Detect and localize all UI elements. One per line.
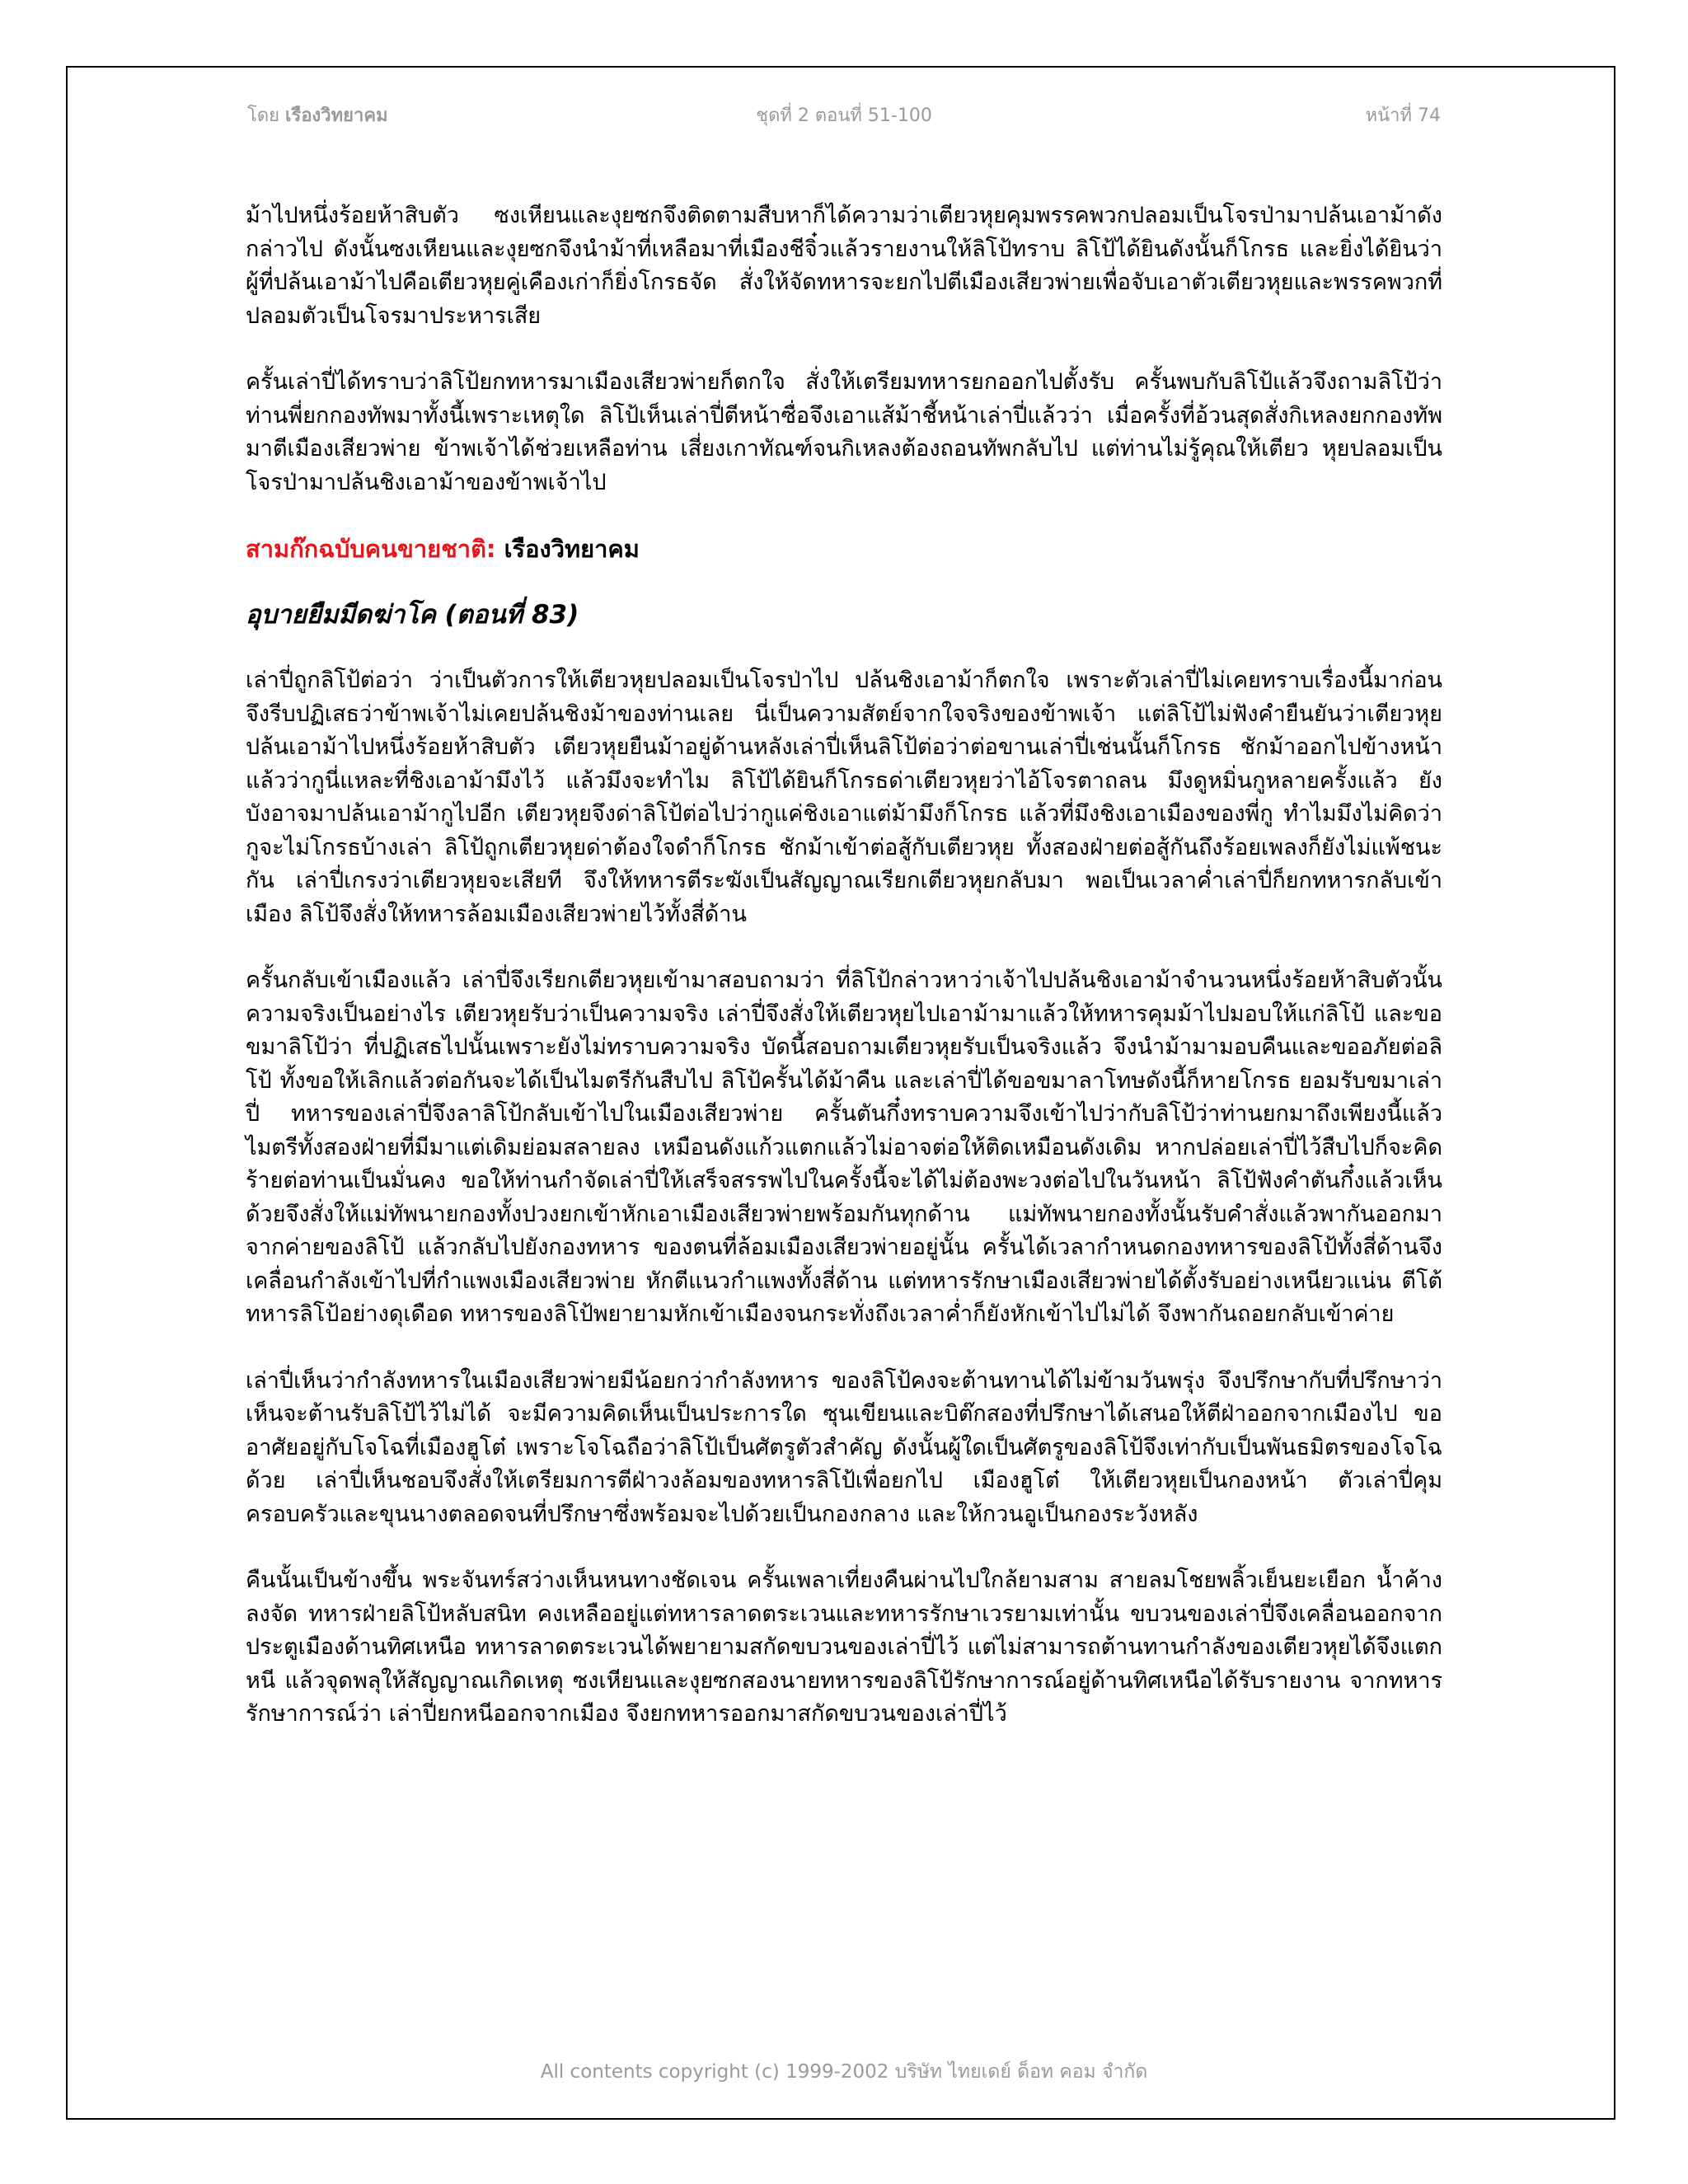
author-name: เรืองวิทยาคม [285,105,388,126]
article-body [246,199,1442,1765]
paragraph: คืนนั้นเป็นข้างขึ้น พระจันทร์สว่างเห็นหนทางชัดเจน ครั้นเพลาเที่ยงคืนผ่านไปใกล้ยามสาม สายลมโชยพลิ้วเย็นยะเยือก น้ำค้างลงจัด ทหารฝ่ายลิโป้หลับสนิท คงเหลืออยู่แต่ทหารลาดตระเวนและทหารรักษาเวรยามเท่านั้น ขบวนของเล่าปี่จึงเคลื่อนออกจากประตูเมืองด้านทิศเหนือ ทหารลาดตระเวนได้พยายามสกัดขบวนของเล่าปี่ไว้ แต่ไม่สามารถต้านทานกำลังของเตียวหุยได้จึงแตกหนี แล้วจุดพลุให้สัญญาณเกิดเหตุ ซงเหียนและงุยซกสองนายทหารของลิโป้รักษาการณ์อยู่ด้านทิศเหนือได้รับรายงาน จากทหารรักษาการณ์ว่า เล่าปี่ยกหนีออกจากเมือง จึงยกทหารออกมาสกัดขบวนของเล่าปี่ไว้ [246,1568,1442,1727]
paragraph: เล่าปี่ถูกลิโป้ต่อว่า ว่าเป็นตัวการให้เตียวหุยปลอมเป็นโจรป่าไป ปล้นชิงเอาม้าก็ตกใจ เพราะตัวเล่าปี่ไม่เคยทราบเรื่องนี้มาก่อน จึงรีบปฏิเสธว่าข้าพเจ้าไม่เคยปล้นชิงม้าของท่านเลย นี่เป็นความสัตย์จากใจจริงของข้าพเจ้า แต่ลิโป้ไม่ฟังคำยืนยันว่าเตียวหุยปล้นเอาม้าไปหนึ่งร้อยห้าสิบตัว เตียวหุยยืนม้าอยู่ด้านหลังเล่าปี่เห็นลิโป้ต่อว่าต่อขานเล่าปี่เช่นนั้นก็โกรธ ชักม้าออกไปข้างหน้าแล้วว่ากูนี่แหละที่ชิงเอาม้ามึงไว้ แล้วมึงจะทำไม ลิโป้ได้ยินก็โกรธด่าเตียวหุยว่าไอ้โจรตาถลน มึงดูหมิ่นกูหลายครั้งแล้ว ยังบังอาจมาปล้นเอาม้ากูไปอีก เตียวหุยจึงด่าลิโป้ต่อไปว่ากูแค่ชิงเอาแต่ม้ามึงก็โกรธ แล้วที่มึงชิงเอาเมืองของพี่กู ทำไมมึงไม่คิดว่ากูจะไม่โกรธบ้างเล่า ลิโป้ถูกเตียวหุยด่าต้องใจดำก็โกรธ ชักม้าเข้าต่อสู้กับเตียวหุย ทั้งสองฝ่ายต่อสู้กันถึงร้อยเพลงก็ยังไม่แพ้ชนะกัน เล่าปี่เกรงว่าเตียวหุยจะเสียที จึงให้ทหารตีระฆังเป็นสัญญาณเรียกเตียวหุยกลับมา พอเป็นเวลาค่ำเล่าปี่ก็ยกทหารกลับเข้าเมือง ลิโป้จึงสั่งให้ทหารล้อมเมืองเสียวพ่ายไว้ทั้งสี่ด้าน [246,668,1442,927]
section-series-title: สามก๊กฉบับคนขายชาติ: [246,535,496,563]
section-author: เรืองวิทยาคม [504,535,640,563]
episode-title: อุบายยืมมีดฆ่าโค (ตอนที่ 83) [246,600,579,630]
section-title [246,532,1442,565]
header-page-number: หน้าที่ 74 [1365,105,1441,126]
page-header [247,101,1441,134]
copyright-footer: All contents copyright (c) 1999-2002 บริษัท ไทยเดย์ ด็อท คอม จำกัด [540,2061,1148,2083]
author-prefix: โดย [247,105,279,126]
paragraph: ครั้นกลับเข้าเมืองแล้ว เล่าปี่จึงเรียกเตียวหุยเข้ามาสอบถามว่า ที่ลิโป้กล่าวหาว่าเจ้าไปปล้นชิงเอาม้าจำนวนหนึ่งร้อยห้าสิบตัวนั้น ความจริงเป็นอย่างไร เตียวหุยรับว่าเป็นความจริง เล่าปี่จึงสั่งให้เตียวหุยไปเอาม้ามาแล้วให้ทหารคุมม้าไปมอบให้แก่ลิโป้ และขอขมาลิโป้ว่า ที่ปฏิเสธไปนั้นเพราะยังไม่ทราบความจริง บัดนี้สอบถามเตียวหุยรับเป็นจริงแล้ว จึงนำม้ามามอบคืนและขออภัยต่อลิโป้ ทั้งขอให้เลิกแล้วต่อกันจะได้เป็นไมตรีกันสืบไป ลิโป้ครั้นได้ม้าคืน และเล่าปี่ได้ขอขมาลาโทษดังนี้ก็หายโกรธ ยอมรับขมาเล่าปี่ ทหารของเล่าปี่จึงลาลิโป้กลับเข้าไปในเมืองเสียวพ่าย ครั้นตันกึ๋งทราบความจึงเข้าไปว่ากับลิโป้ว่าท่านยกมาถึงเพียงนี้แล้ว ไมตรีทั้งสองฝ่ายที่มีมาแต่เดิมย่อมสลายลง เหมือนดังแก้วแตกแล้วไม่อาจต่อให้ติดเหมือนดังเดิม หากปล่อยเล่าปี่ไว้สืบไปก็จะคิดร้ายต่อท่านเป็นมั่นคง ขอให้ท่านกำจัดเล่าปี่ให้เสร็จสรรพไปในครั้งนี้จะได้ไม่ต้องพะวงต่อไปในวันหน้า ลิโป้ฟังคำตันกึ๋งแล้วเห็นด้วยจึงสั่งให้แม่ทัพนายกองทั้งปวงยกเข้าหักเอาเมืองเสียวพ่ายพร้อมกันทุกด้าน แม่ทัพนายกองทั้งนั้นรับคำสั่งแล้วพากันออกมาจากค่ายของลิโป้ แล้วกลับไปยังกองทหาร ของตนที่ล้อมเมืองเสียวพ่ายอยู่นั้น ครั้นได้เวลากำหนดกองทหารของลิโป้ทั้งสี่ด้านจึงเคลื่อนกำลังเข้าไปที่กำแพงเมืองเสียวพ่าย หักตีแนวกำแพงทั้งสี่ด้าน แต่ทหารรักษาเมืองเสียวพ่ายได้ตั้งรับอย่างเหนียวแน่น ตีโต้ทหารลิโป้อย่างดุเดือด ทหารของลิโป้พยายามหักเข้าเมืองจนกระทั่งถึงเวลาค่ำก็ยังหักเข้าไปไม่ได้ จึงพากันถอยกลับเข้าค่าย [246,968,1442,1327]
header-series: ชุดที่ 2 ตอนที่ 51-100 [756,105,932,126]
paragraph: ครั้นเล่าปี่ได้ทราบว่าลิโป้ยกทหารมาเมืองเสียวพ่ายก็ตกใจ สั่งให้เตรียมทหารยกออกไปตั้งรับ ครั้นพบกับลิโป้แล้วจึงถามลิโป้ว่า ท่านพี่ยกกองทัพมาทั้งนี้เพราะเหตุใด ลิโป้เห็นเล่าปี่ตีหน้าซื่อจึงเอาแส้ม้าชี้หน้าเล่าปี่แล้วว่า เมื่อครั้งที่อ้วนสุดสั่งกิเหลงยกกองทัพมาตีเมืองเสียวพ่าย ข้าพเจ้าได้ช่วยเหลือท่าน เสี่ยงเกาทัณฑ์จนกิเหลงต้องถอนทัพกลับไป แต่ท่านไม่รู้คุณให้เตียว หุยปลอมเป็นโจรป่ามาปล้นชิงเอาม้าของข้าพเจ้าไป [246,369,1442,495]
paragraph: ม้าไปหนึ่งร้อยห้าสิบตัว ซงเหียนและงุยซกจึงติดตามสืบหาก็ได้ความว่าเตียวหุยคุมพรรคพวกปลอมเป็นโจรป่ามาปล้นเอาม้าดังกล่าวไป ดังนั้นซงเหียนและงุยซกจึงนำม้าที่เหลือมาที่เมืองชีจิ๋วแล้วรายงานให้ลิโป้ทราบ ลิโป้ได้ยินดังนั้นก็โกรธ และยิ่งได้ยินว่าผู้ที่ปล้นเอาม้าไปคือเตียวหุยคู่เคืองเก่าก็ยิ่งโกรธจัด สั่งให้จัดทหารจะยกไปตีเมืองเสียวพ่ายเพื่อจับเอาตัวเตียวหุยและพรรคพวกที่ปลอมตัวเป็นโจรมาประหารเสีย [246,203,1442,329]
paragraph: เล่าปี่เห็นว่ากำลังทหารในเมืองเสียวพ่ายมีน้อยกว่ากำลังทหาร ของลิโป้คงจะต้านทานได้ไม่ข้ามวันพรุ่ง จึงปรึกษากับที่ปรึกษาว่าเห็นจะต้านรับลิโป้ไว้ไม่ได้ จะมีความคิดเห็นเป็นประการใด ซุนเขียนและบิต๊กสองที่ปรึกษาได้เสนอให้ตีฝ่าออกจากเมืองไป ขออาศัยอยู่กับโจโฉที่เมืองฮูโต๋ เพราะโจโฉถือว่าลิโป้เป็นศัตรูตัวสำคัญ ดังนั้นผู้ใดเป็นศัตรูของลิโป้จึงเท่ากับเป็นพันธมิตรของโจโฉด้วย เล่าปี่เห็นชอบจึงสั่งให้เตรียมการตีฝ่าวงล้อมของทหารลิโป้เพื่อยกไป เมืองฮูโต๋ ให้เตียวหุยเป็นกองหน้า ตัวเล่าปี่คุมครอบครัวและขุนนางตลอดจนที่ปรึกษาซึ่งพร้อมจะไปด้วยเป็นกองกลาง และให้กวนอูเป็นกองระวังหลัง [246,1367,1442,1527]
